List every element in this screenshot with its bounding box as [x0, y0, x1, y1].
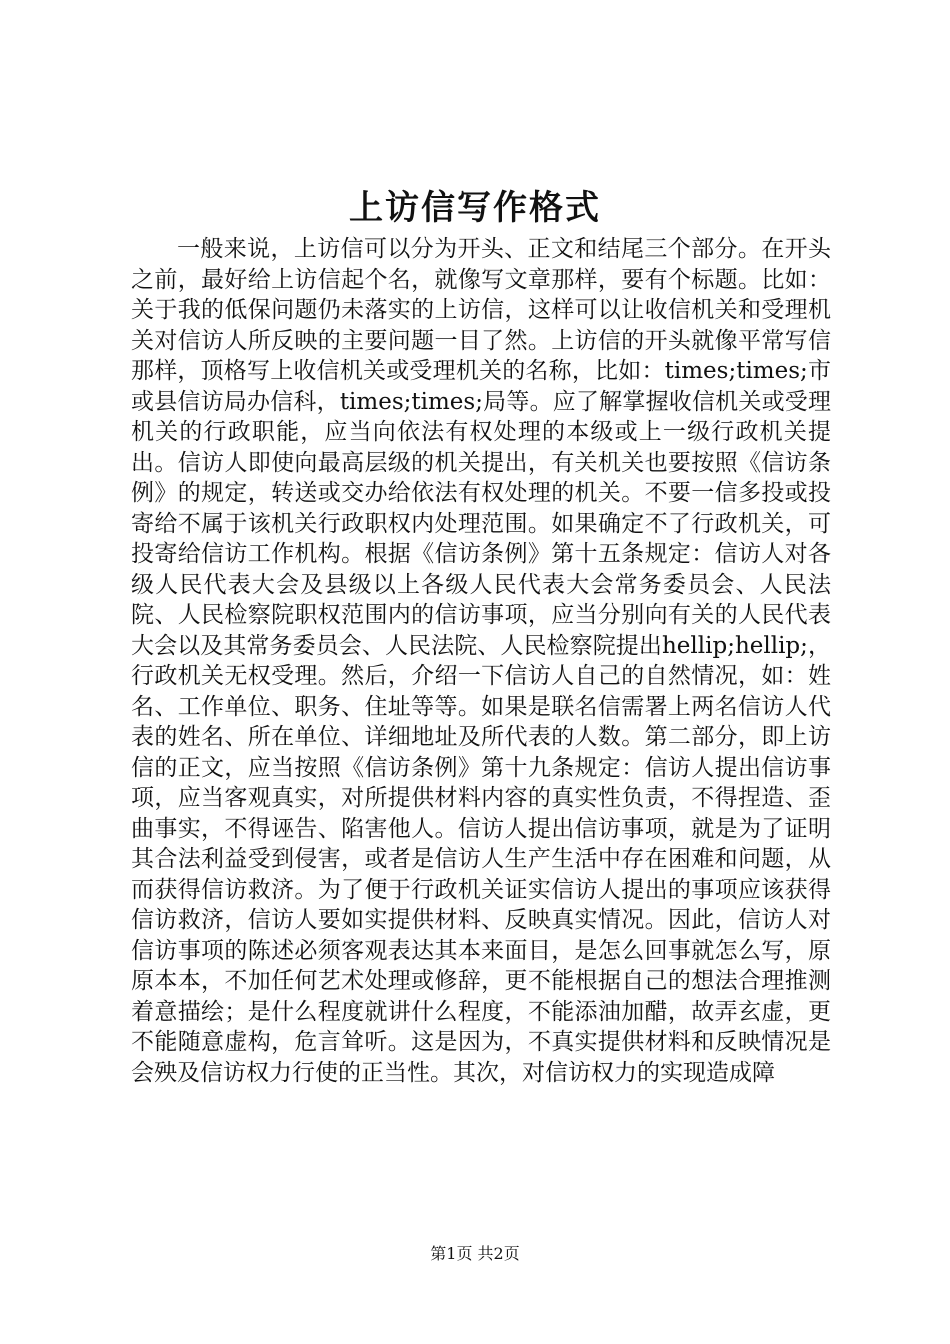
document-title: 上访信写作格式 — [349, 188, 601, 228]
body-paragraph: 一般来说，上访信可以分为开头、正文和结尾三个部分。在开头之前，最好给上访信起个名，就像写文章那样，要有个标题。比如：关于我的低保问题仍未落实的上访信，这样可以让收信机关和受理机关对信访人所反映的主要问题一目了然。上访信的开头就像平常写信那样，顶格写上收信机关或受理机关的名称，比如：times;times;市或县信访局办信科，times;times;局等。应了解掌握收信机关或受理机关的行政职能，应当向依法有权处理的本级或上一级行政机关提出。信访人即使向最高层级的机关提出，有关机关也要按照《信访条例》的规定，转送或交办给依法有权处理的机关。不要一信多投或投寄给不属于该机关行政职权内处理范围。如果确定不了行政机关，可投寄给信访工作机构。根据《信访条例》第十五条规定：信访人对各级人民代表大会及县级以上各级人民代表大会常务委员会、人民法院、人民检察院职权范围内的信访事项，应当分别向有关的人民代表大会以及其常务委员会、人民法院、人民检察院提出hellip;hellip;，行政机关无权受理。然后，介绍一下信访人自己的自然情况，如：姓名、工作单位、职务、住址等等。如果是联名信需署上两名信访人代表的姓名、所在单位、详细地址及所代表的人数。第二部分，即上访信的正文，应当按照《信访条例》第十九条规定：信访人提出信访事项，应当客观真实，对所提供材料内容的真实性负责，不得捏造、歪曲事实，不得诬告、陷害他人。信访人提出信访事项，就是为了证明其合法利益受到侵害，或者是信访人生产生活中存在困难和问题，从而获得信访救济。为了便于行政机关证实信访人提出的事项应该获得信访救济，信访人要如实提供材料、反映真实情况。因此，信访人对信访事项的陈述必须客观表达其本来面目，是怎么回事就怎么写，原原本本，不加任何艺术处理或修辞，更不能根据自己的想法合理推测着意描绘；是什么程度就讲什么程度，不能添油加醋，故弄玄虚，更不能随意虚构，危言耸听。这是因为，不真实提供材料和反映情况是会殃及信访权力行使的正当性。其次，对信访权力的实现造成障 — [131, 236, 831, 1086]
page-footer: 第1页 共2页 — [430, 1244, 520, 1263]
